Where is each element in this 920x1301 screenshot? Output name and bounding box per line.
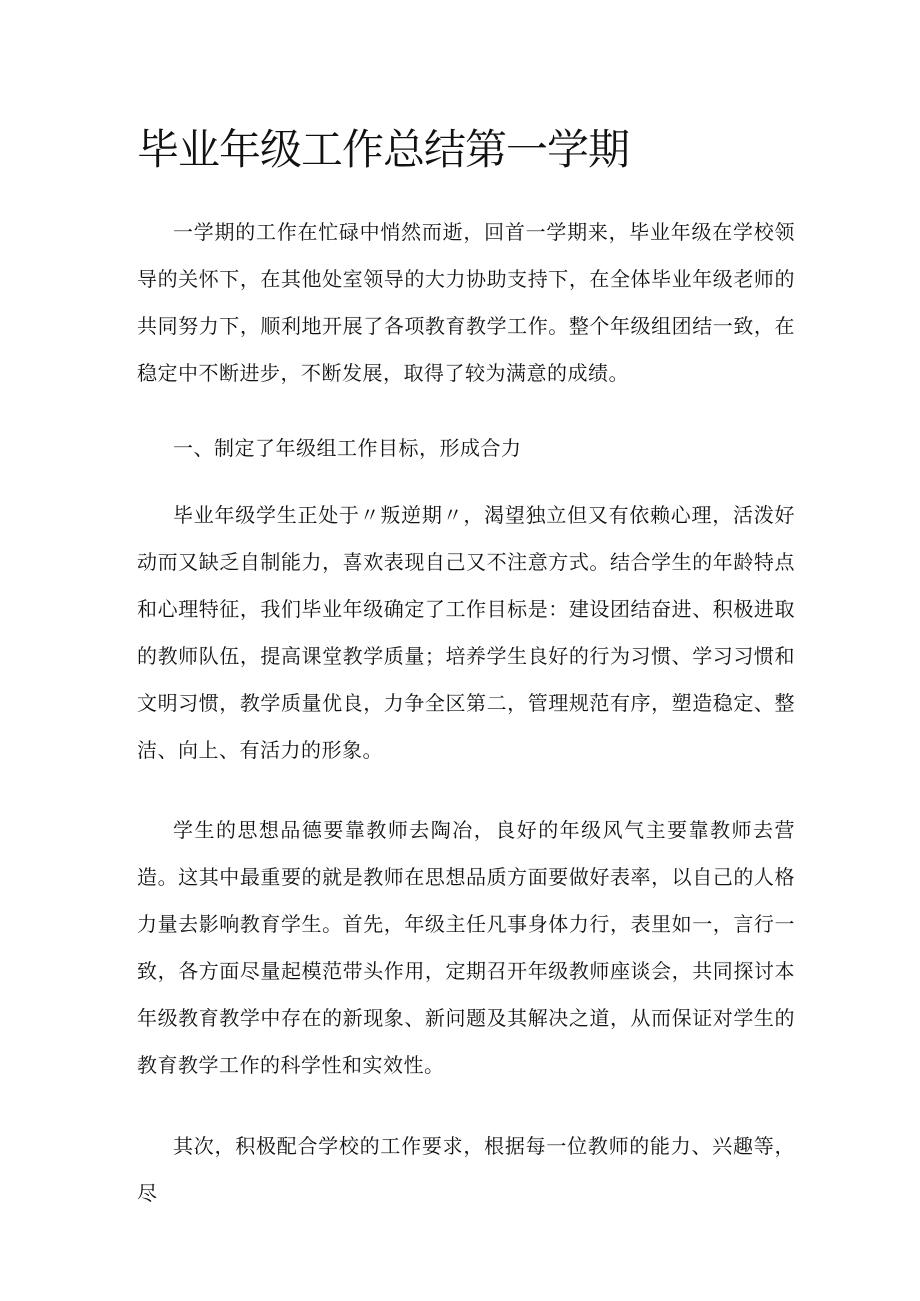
paragraph-intro: 一学期的工作在忙碌中悄然而逝，回首一学期来，毕业年级在学校领导的关怀下，在其他处室领导的大力协助支持下，在全体毕业年级老师的共同努力下，顺利地开展了各项教育教学工作。整个年级组团结一致，在稳定中不断进步，不断发展，取得了较为满意的成绩。 (137, 220, 795, 385)
paragraph-teacher-role: 学生的思想品德要靠教师去陶冶，良好的年级风气主要靠教师去营造。这其中最重要的就是教师在思想品质方面要做好表率，以自己的人格力量去影响教育学生。首先，年级主任凡事身体力行，表里如一，言行一致，各方面尽量起模范带头作用，定期召开年级教师座谈会，共同探讨本年级教育教学中存在的新现象、新问题及其解决之道，从而保证对学生的教育教学工作的科学性和实效性。 (137, 818, 795, 1077)
document-title: 毕业年级工作总结第一学期 (137, 125, 630, 174)
section-heading-1: 一、制定了年级组工作目标，形成合力 (173, 436, 522, 460)
paragraph-continued: 其次，积极配合学校的工作要求，根据每一位教师的能力、兴趣等，尽 (137, 1134, 795, 1205)
paragraph-goals: 毕业年级学生正处于〃叛逆期〃，渴望独立但又有依赖心理，活泼好动而又缺乏自制能力，喜欢表现自己又不注意方式。结合学生的年龄特点和心理特征，我们毕业年级确定了工作目标是：建设团结奋进、积极进取的教师队伍，提高课堂教学质量；培养学生良好的行为习惯、学习习惯和文明习惯，教学质量优良，力争全区第二，管理规范有序，塑造稳定、整洁、向上、有活力的形象。 (137, 503, 795, 762)
